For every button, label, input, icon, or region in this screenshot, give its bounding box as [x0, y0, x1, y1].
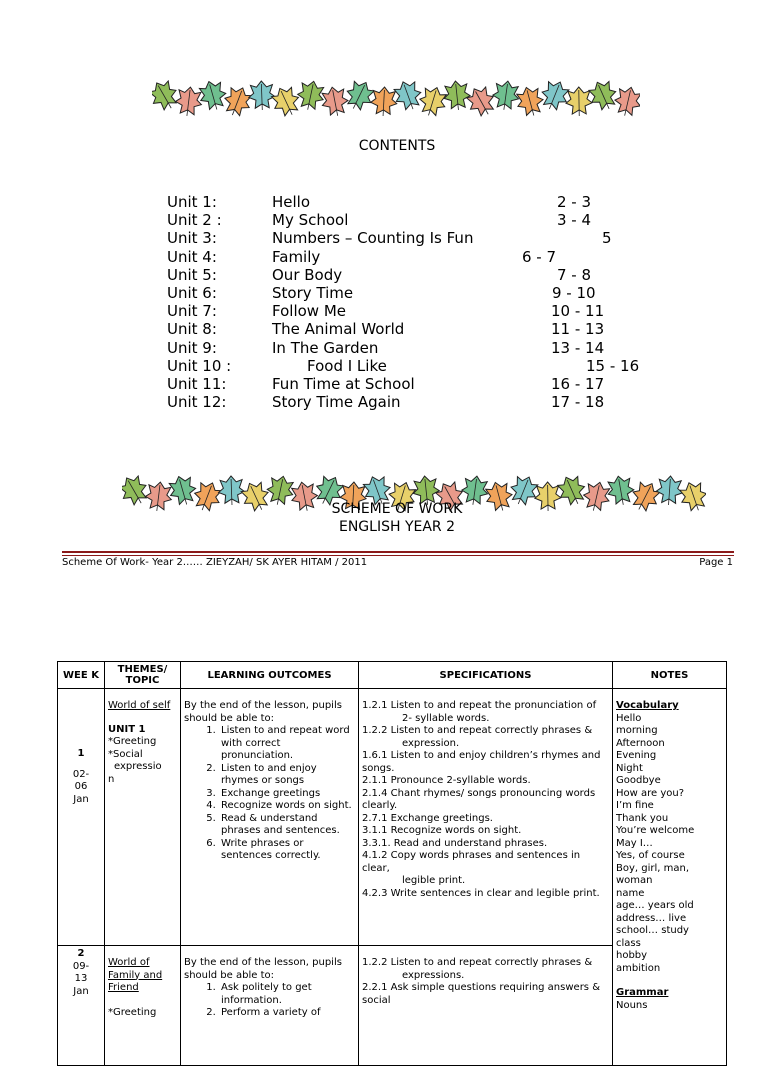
toc-row [167, 375, 687, 393]
vocab-item: Thank you [616, 812, 669, 824]
leaf-border-top-svg [152, 78, 640, 120]
toc-title: Hello [272, 193, 311, 211]
toc-row [167, 284, 687, 302]
outcome-item: 1. Ask politely to get information. [219, 982, 355, 1007]
toc-pages: 5 [602, 229, 612, 248]
spec-item: 2.7.1 Exchange greetings. [362, 812, 493, 824]
toc-title: Story Time [272, 283, 354, 302]
toc-row [167, 320, 687, 338]
week-dates: 09-13 Jan [72, 960, 90, 997]
toc-pages: 11 - 13 [551, 320, 605, 339]
toc-unit: Unit 9: [167, 338, 217, 357]
outcome-item: 2. Perform a variety of [219, 1007, 355, 1020]
toc-unit: Unit 7: [167, 302, 217, 321]
outcome-item: 5. Read & understand phrases and sentences. [219, 813, 355, 838]
toc-unit: Unit 5: [167, 265, 217, 284]
spec-item: expression. [402, 737, 460, 749]
outcome-list [184, 982, 355, 1020]
spec-item: 2.2.1 Ask simple questions requiring answers & social [362, 982, 600, 1006]
outcomes-cell [181, 946, 359, 1066]
leaf-icon [416, 84, 449, 119]
outcome-intro: By the end of the lesson, pupils should be able to: [184, 700, 342, 724]
outcome-item: 4. Recognize words on sight. [219, 800, 355, 813]
leaf-icon [463, 83, 500, 120]
specifications-cell [359, 946, 613, 1066]
leaf-icon [248, 81, 275, 111]
toc-unit: Unit 2 : [167, 211, 222, 230]
toc-unit: Unit 8: [167, 320, 217, 339]
leaf-icon [566, 87, 593, 116]
toc-title: My School [272, 211, 349, 230]
unit-label: UNIT 1 [108, 723, 146, 735]
spec-item: 2.1.1 Pronounce 2-syllable words. [362, 775, 531, 786]
spec-item: 1.2.1 Listen to and repeat the pronunciation of [362, 700, 597, 711]
toc-pages: 17 - 18 [551, 393, 605, 412]
leaf-icon [220, 83, 255, 119]
footer-text: Scheme Of Work- Year 2…… ZIEYZAH/ SK AYER HITAM / 2011 [62, 557, 368, 568]
toc-title: Family [272, 247, 321, 266]
toc-pages: 3 - 4 [557, 211, 592, 230]
spec-item: 1.6.1 Listen to and enjoy children’s rhymes and songs. [362, 750, 601, 774]
toc-row [167, 339, 687, 357]
header-theme: THEMES/ TOPIC [105, 662, 181, 689]
toc-pages: 10 - 11 [551, 302, 605, 321]
theme-label: World of self [108, 700, 171, 711]
toc-row [167, 248, 687, 266]
header-outcomes: LEARNING OUTCOMES [181, 662, 359, 689]
vocab-item: Evening [616, 750, 657, 761]
leaf-icon [443, 80, 472, 112]
toc-unit: Unit 12: [167, 393, 227, 412]
toc-row [167, 302, 687, 320]
spec-item: 4.1.2 Copy words phrases and sentences in clear, [362, 850, 581, 874]
outcome-item: 1. Listen to and repeat word with correct pronunciation. [219, 725, 355, 763]
leaf-icon [370, 86, 397, 116]
outcome-item: 6. Write phrases or sentences correctly. [219, 838, 355, 863]
leaf-icon [537, 78, 572, 114]
table-header-row [58, 662, 727, 689]
toc-row [167, 266, 687, 284]
scheme-title: SCHEME OF WORK [331, 501, 463, 517]
toc-title: Food I Like [307, 356, 387, 375]
leaf-icon [491, 79, 521, 111]
toc-row [167, 393, 687, 411]
spec-item: 1.2.2 Listen to and repeat correctly phrases & [362, 957, 593, 968]
toc-row [167, 193, 687, 211]
week-number: 2 [77, 948, 85, 959]
contents-title: CONTENTS [358, 138, 436, 154]
header-notes: NOTES [613, 662, 727, 689]
page-number: Page 1 [699, 557, 733, 568]
vocab-item: How are you? [616, 787, 685, 799]
topic-line: *Greeting [108, 736, 157, 747]
vocab-item: May I… [616, 837, 653, 849]
leaf-icon [514, 84, 547, 119]
spec-item: expressions. [402, 969, 465, 981]
leaf-border-top [152, 78, 640, 120]
leaf-icon [152, 78, 182, 115]
toc-pages: 9 - 10 [552, 283, 596, 302]
toc-pages: 7 - 8 [557, 265, 592, 284]
toc-unit: Unit 1: [167, 193, 217, 211]
toc-title: Numbers – Counting Is Fun [272, 229, 474, 248]
week-cell [58, 946, 105, 1066]
toc-unit: Unit 11: [167, 374, 227, 393]
theme-cell [105, 689, 181, 946]
spec-item: 4.2.3 Write sentences in clear and legible print. [362, 887, 600, 899]
toc-title: Story Time Again [272, 393, 401, 412]
vocab-item: hobby [616, 950, 648, 961]
notes-heading-grammar: Grammar [616, 987, 669, 998]
vocab-item: Yes, of course [616, 850, 685, 861]
vocab-item: You’re welcome [616, 825, 695, 836]
leaf-icon [174, 86, 203, 118]
vocab-item: age… years old [616, 900, 694, 911]
week-number: 1 [77, 748, 85, 759]
topic-line: *Social [108, 748, 143, 760]
toc-pages: 15 - 16 [586, 356, 640, 375]
vocab-item: address… live [616, 912, 687, 924]
notes-cell [613, 689, 727, 1066]
vocab-item: school… study [616, 925, 689, 936]
header-specifications: SPECIFICATIONS [359, 662, 613, 689]
toc-pages: 2 - 3 [557, 193, 592, 211]
notes-heading-vocabulary: Vocabulary [616, 700, 679, 711]
vocab-item: morning [616, 725, 658, 736]
theme-cell [105, 946, 181, 1066]
spec-item: 3.3.1. Read and understand phrases. [362, 837, 548, 849]
topic-line: *Greeting [108, 1006, 157, 1018]
leaf-icon [612, 84, 640, 118]
toc-title: Follow Me [272, 302, 346, 321]
scheme-of-work-table [57, 661, 727, 1066]
toc-title: Our Body [272, 265, 343, 284]
toc-row [167, 357, 687, 375]
leaf-icon [342, 78, 378, 114]
vocab-item: Hello [616, 712, 642, 724]
header-week: WEE K [58, 662, 105, 689]
toc-title: In The Garden [272, 338, 379, 357]
outcome-intro: By the end of the lesson, pupils should be able to: [184, 957, 342, 981]
footer-rule [62, 551, 734, 553]
toc-unit: Unit 4: [167, 247, 217, 266]
toc-title: The Animal World [272, 320, 405, 339]
leaf-icon [319, 85, 350, 118]
vocab-item: class [616, 937, 641, 949]
toc-pages: 16 - 17 [551, 374, 605, 393]
toc-unit: Unit 3: [167, 229, 217, 248]
toc-row [167, 211, 687, 229]
leaf-icon [196, 78, 229, 113]
leaf-icon [391, 78, 425, 114]
outcome-list [184, 725, 355, 863]
vocab-item: ambition [616, 962, 661, 974]
vocab-item: Boy, girl, man, woman [616, 862, 690, 886]
grammar-item: Nouns [616, 999, 648, 1011]
spec-item: 1.2.2 Listen to and repeat correctly phrases & [362, 725, 593, 736]
specifications-cell [359, 689, 613, 946]
spec-item: 3.1.1 Recognize words on sight. [362, 825, 522, 836]
topic-line: n [108, 773, 115, 785]
spec-item: legible print. [402, 875, 466, 886]
toc-pages: 6 - 7 [522, 247, 557, 266]
vocab-item: Goodbye [616, 775, 661, 786]
outcome-item: 3. Exchange greetings [219, 788, 355, 801]
week-dates: 02-06 Jan [72, 768, 90, 805]
spec-item: 2.1.4 Chant rhymes/ songs pronouncing words clearly. [362, 787, 596, 811]
table-of-contents [167, 193, 687, 411]
vocab-item: I’m fine [616, 800, 654, 811]
toc-pages: 13 - 14 [551, 338, 605, 357]
vocab-item: Night [616, 762, 643, 774]
toc-unit: Unit 6: [167, 283, 217, 302]
scheme-subtitle: ENGLISH YEAR 2 [338, 519, 456, 535]
leaf-icon [268, 83, 304, 120]
table-row [58, 689, 727, 946]
toc-title: Fun Time at School [272, 374, 415, 393]
vocab-item: Afternoon [616, 737, 665, 749]
toc-unit: Unit 10 : [167, 356, 232, 375]
outcome-item: 2. Listen to and enjoy rhymes or songs [219, 763, 355, 788]
week-cell [58, 689, 105, 946]
outcomes-cell [181, 689, 359, 946]
toc-row [167, 229, 687, 247]
spec-item: 2- syllable words. [402, 712, 490, 724]
footer-rule-thin [62, 555, 734, 556]
theme-label: World of Family and Friend [108, 957, 163, 993]
topic-line: expressio [114, 761, 162, 772]
vocab-item: name [616, 887, 645, 899]
leaf-icon [585, 78, 621, 114]
leaf-icon [295, 79, 326, 113]
